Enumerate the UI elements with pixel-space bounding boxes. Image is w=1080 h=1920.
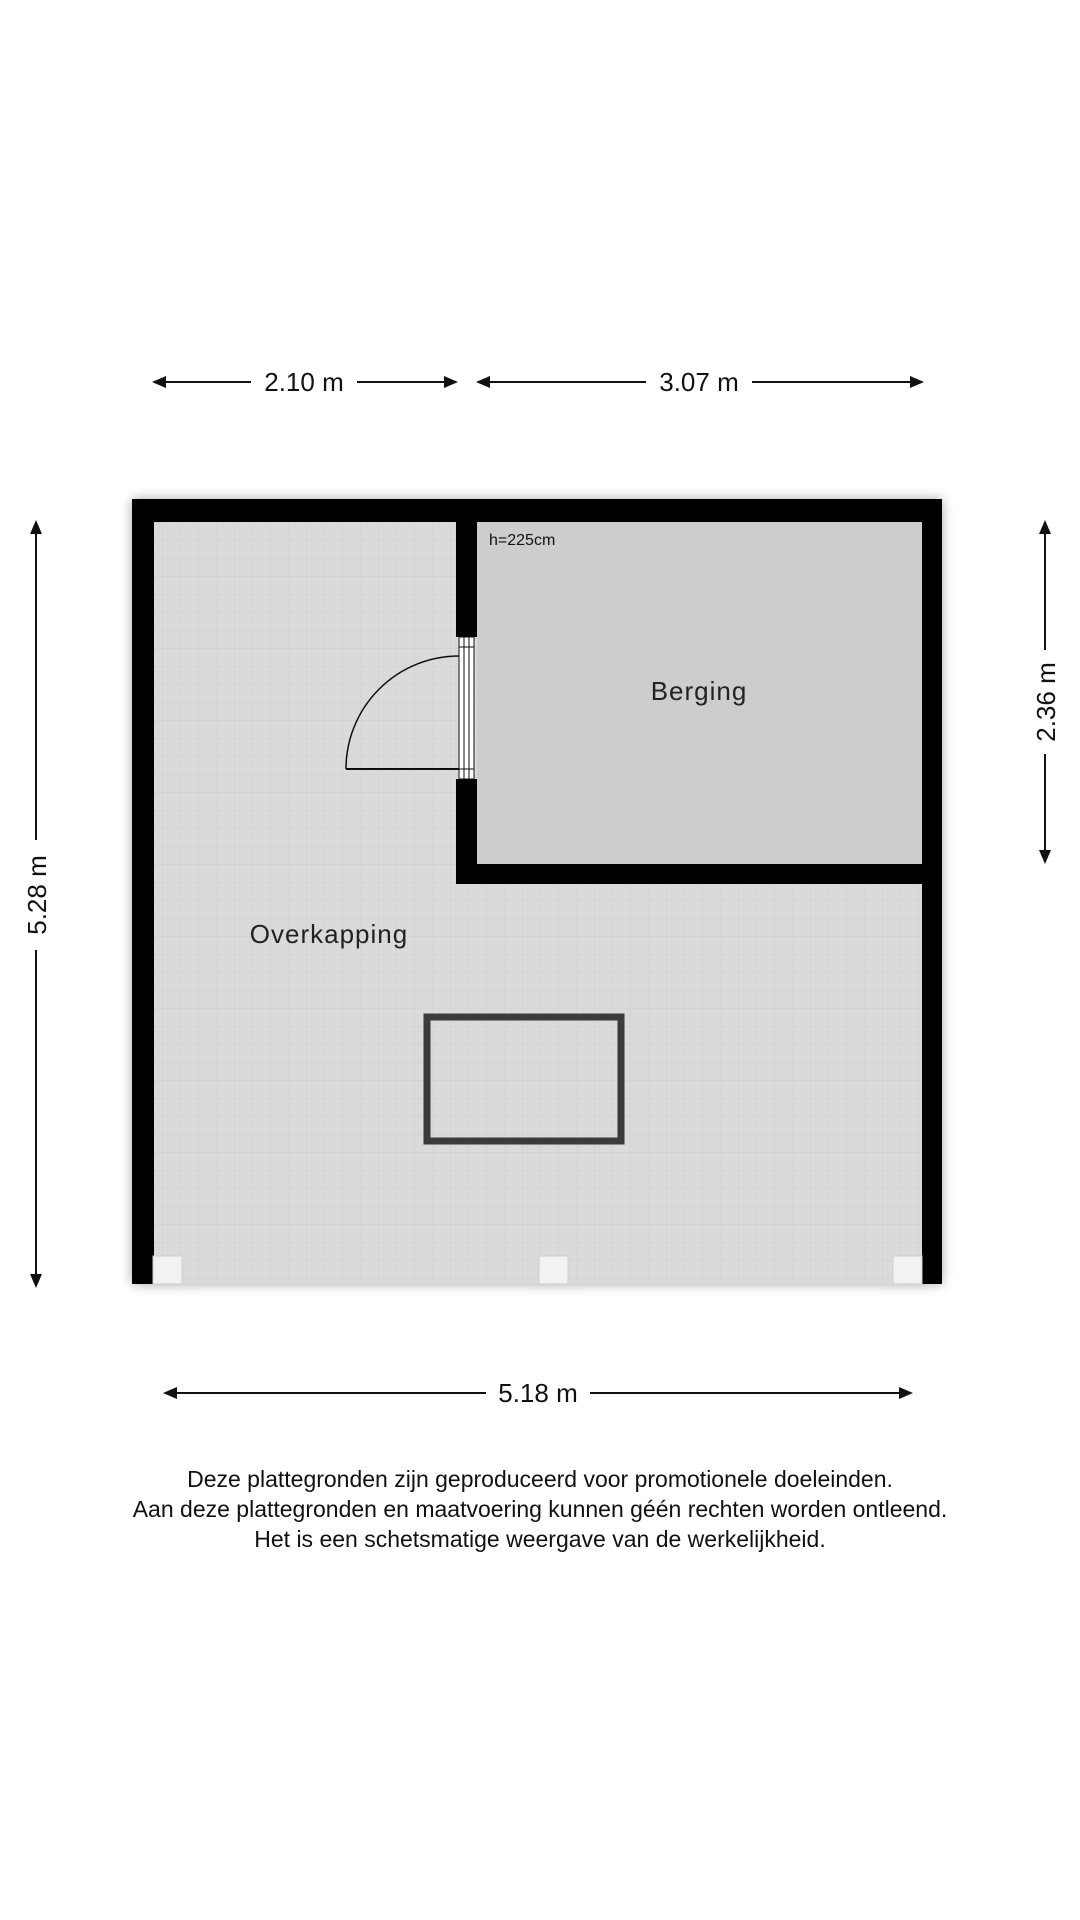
storage-room-label: Berging — [650, 676, 748, 706]
dimension-right-label: 2.36 m — [1031, 662, 1061, 742]
disclaimer-line-2: Aan deze plattegronden en maatvoering kunnen géén rechten worden ontleend. — [132, 1496, 948, 1522]
column-middle — [539, 1256, 568, 1284]
wall-left — [132, 499, 154, 1284]
wall-top — [132, 499, 942, 522]
column-right — [893, 1256, 922, 1284]
disclaimer-line-3: Het is een schetsmatige weergave van de werkelijkheid. — [254, 1526, 826, 1552]
dimension-top-left — [152, 367, 458, 397]
wall-storage-bottom — [456, 864, 922, 884]
dimension-left — [22, 520, 52, 1288]
dimension-right — [1031, 520, 1061, 864]
building — [132, 499, 942, 1284]
disclaimer — [0, 1464, 1080, 1554]
storage-height-label: h=225cm — [489, 532, 556, 549]
dimension-top-right — [476, 367, 924, 397]
wall-right — [922, 499, 942, 1284]
dimension-left-label: 5.28 m — [22, 855, 52, 935]
wall-storage-upper — [456, 522, 477, 637]
column-left — [153, 1256, 182, 1284]
dimension-top-right-label: 3.07 m — [659, 367, 739, 397]
dimension-top-left-label: 2.10 m — [264, 367, 344, 397]
dimension-bottom-label: 5.18 m — [498, 1378, 578, 1408]
dimension-bottom — [163, 1378, 913, 1408]
canopy-room-label: Overkapping — [249, 919, 409, 949]
disclaimer-line-1: Deze plattegronden zijn geproduceerd voor promotionele doeleinden. — [187, 1466, 893, 1492]
